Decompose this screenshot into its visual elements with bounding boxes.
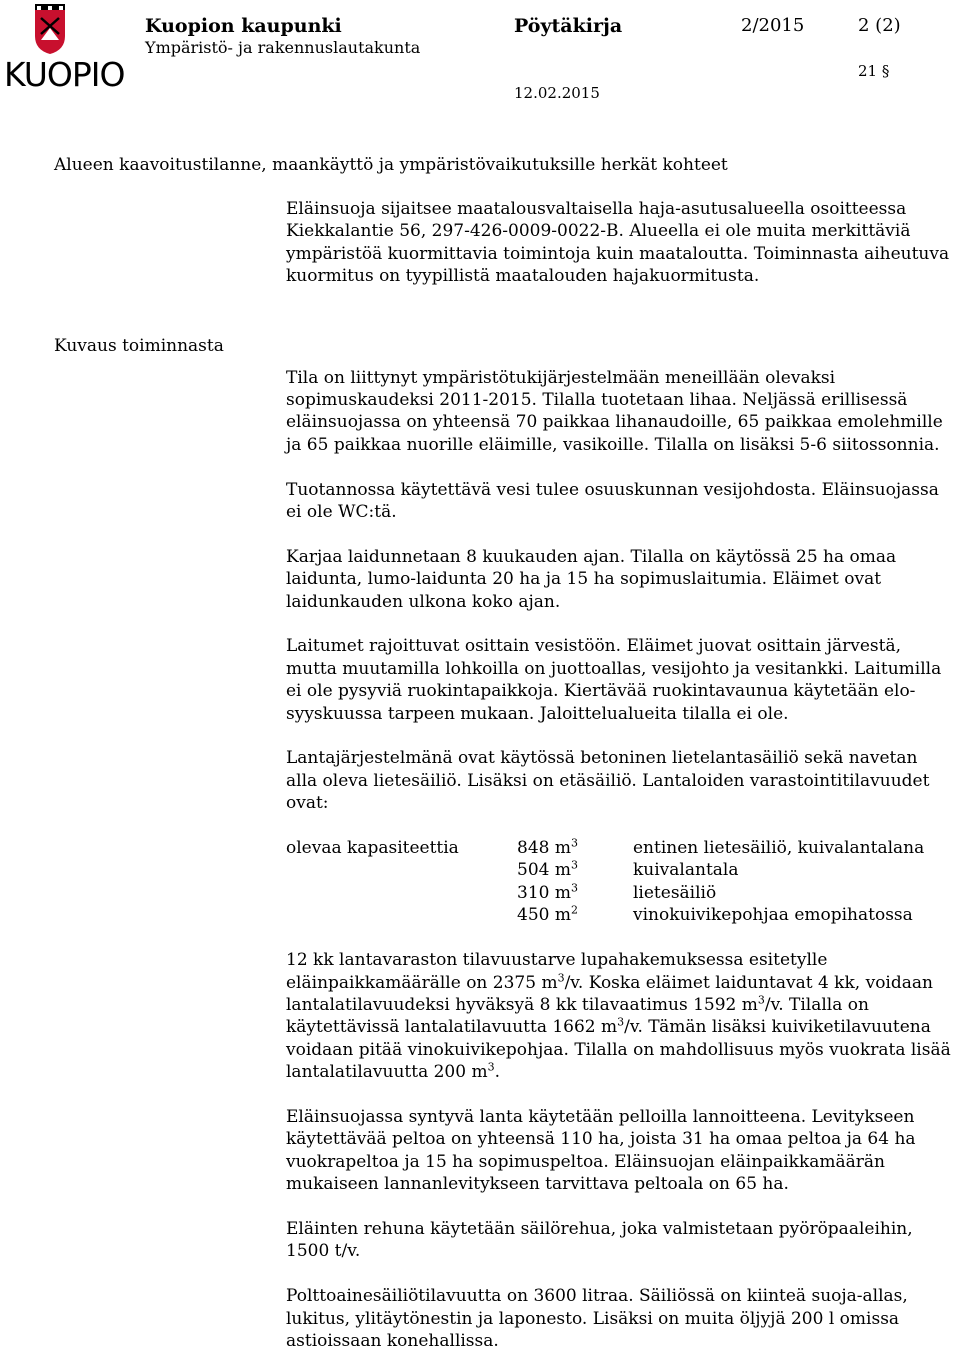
- capacity-description: vinokuivikepohjaa emopihatossa: [633, 905, 913, 926]
- capacity-amount: 310 $m^3$: [517, 881, 578, 903]
- kuopio-logo-text: KUOPIO: [4, 55, 125, 94]
- section-number: 21 §: [858, 62, 890, 80]
- paragraph-pastures: Laitumet rajoittuvat osittain vesistöön. Eläimet juovat osittain järvestä, mutta muutamilla lohkoilla on juottoallas, vesijohto ja vesitankki. Laitumilla ei ole pysyviä ruokintapaikkoja. Kiertävää ruokintavaunua käytetään elo-syyskuussa tarpeen mukaan. Jaloittelualueita tilalla ei ole.: [286, 636, 942, 724]
- paragraph-farm-description: Tila on liittynyt ympäristötukijärjestelmään meneillään olevaksi sopimuskaudeksi 2011-2015. Tilalla tuotetaan lihaa. Neljässä erillisessä eläinsuojassa on yhteensä 70 paikkaa lihanaudoille, 65 paikkaa emolehmille ja 65 paikkaa nuorille eläimille, vasikoille. Tilalla on lisäksi 5-6 siitossonnia.: [286, 367, 943, 455]
- paragraph-feed: Eläinten rehuna käytetään säilörehua, joka valmistetaan pyöröpaaleihin, 1500 t/v.: [286, 1218, 913, 1262]
- capacity-amount: 504 $m^3$: [517, 858, 578, 881]
- paragraph-manure-system: Lantajärjestelmänä ovat käytössä betoninen lietelantasäiliö sekä navetan alla oleva lietesäiliö. Lisäksi on etäsäiliö. Lantaloiden varastointitilavuudet ovat:: [286, 748, 930, 814]
- capacity-description: entinen lietesäiliö, kuivalantalana: [633, 838, 925, 859]
- paragraph-storage-need: 12 kk lantavaraston tilavuustarve lupahakemuksessa esitetylle eläinpaikkamäärälle on 2375 $m^3/v$. Koska eläimet laiduntavat 4 kk, voidaan lantalatilavuudeksi hyväksyä 8 kk tilavaatimus 1592 $m^3/v$. Tilalla on käytettävissä lantalatilavuutta 1662 $m^3/v$. Tämän lisäksi kuiviketilavuutena voidaan pitää vinokuivikepohjaa. Tilalla on mahdollisuus myös vuokrata lisää lantalatilavuutta 200 $m^3$.: [286, 950, 951, 1083]
- doc-number: 2/2015: [741, 15, 805, 36]
- paragraph-water-supply: Tuotannossa käytettävä vesi tulee osuuskunnan vesijohdosta. Eläinsuojassa ei ole WC:tä.: [286, 479, 939, 523]
- page-number: 2 (2): [858, 15, 901, 36]
- section-title-activity: Kuvaus toiminnasta: [54, 336, 224, 356]
- capacity-amount: 848 $m^3$: [517, 836, 578, 859]
- capacity-amount: 450 $m^2$: [517, 903, 578, 926]
- meeting-date: 12.02.2015: [514, 84, 600, 102]
- committee-name: Ympäristö- ja rakennuslautakunta: [145, 38, 421, 57]
- paragraph-grazing: Karjaa laidunnetaan 8 kuukauden ajan. Tilalla on käytössä 25 ha omaa laidunta, lumo-laidunta 20 ha ja 15 ha sopimuslaitumia. Eläimet ovat laidunkauden ulkona koko ajan.: [286, 546, 897, 612]
- paragraph-fuel-tank: Polttoainesäiliötilavuutta on 3600 litraa. Säiliössä on kiinteä suoja-allas, lukitus, ylitäytönestin ja laponesto. Lisäksi on muita öljyjä 200 l omissa astioissaan konehallissa.: [286, 1286, 908, 1351]
- capacity-label: olevaa kapasiteettia: [286, 838, 459, 859]
- capacity-description: lietesäiliö: [633, 882, 717, 903]
- table-row: [286, 859, 954, 881]
- capacity-table: [286, 837, 954, 927]
- content-column: [286, 198, 954, 1352]
- kuopio-crest-icon: [35, 4, 65, 54]
- org-name: Kuopion kaupunki: [145, 15, 342, 37]
- paragraph-zoning: Eläinsuoja sijaitsee maatalousvaltaisella haja-asutusalueella osoitteessa Kiekkalantie 56, 297-426-0009-0022-B. Alueella ei ole muita merkittäviä ympäristöä kuormittavia toimintoja kuin maataloutta. Toiminnasta aiheutuva kuormitus on tyypillistä maatalouden hajakuormitusta.: [286, 199, 950, 287]
- doc-type: Pöytäkirja: [514, 15, 623, 37]
- table-row: [286, 882, 954, 904]
- table-row: [286, 837, 954, 859]
- table-row: [286, 904, 954, 926]
- section-title-zoning: Alueen kaavoitustilanne, maankäyttö ja ympäristövaikutuksille herkät kohteet: [54, 155, 728, 175]
- capacity-description: kuivalantala: [633, 860, 739, 881]
- paragraph-manure-spreading: Eläinsuojassa syntyvä lanta käytetään pelloilla lannoitteena. Levitykseen käytettävää peltoa on yhteensä 110 ha, joista 31 ha omaa peltoa ja 64 ha vuokrapeltoa ja 15 ha sopimuspeltoa. Eläinsuojan eläinpaikkamäärän mukaiseen lannanlevitykseen tarvittava peltoala on 65 ha.: [286, 1106, 916, 1195]
